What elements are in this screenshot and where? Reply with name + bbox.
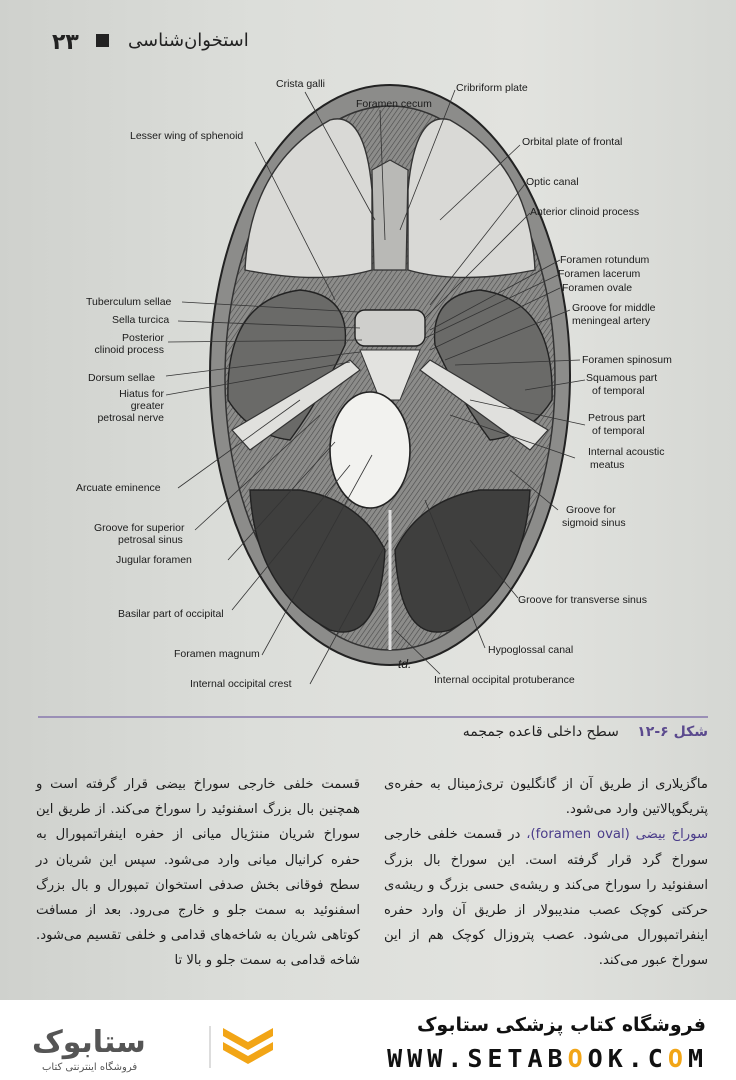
text-column-left: [36, 772, 360, 974]
label-of-temporal-2: of temporal: [592, 425, 645, 437]
label-petrosal-nerve: petrosal nerve: [97, 412, 164, 424]
label-basilar-part: Basilar part of occipital: [118, 608, 224, 620]
label-groove-superior-petrosal: Groove for superior: [94, 522, 185, 534]
label-internal-acoustic: Internal acoustic: [588, 446, 665, 458]
label-optic-canal: Optic canal: [526, 176, 579, 188]
label-anterior-clinoid: Anterior clinoid process: [530, 206, 640, 218]
label-foramen-spinosum: Foramen spinosum: [582, 354, 672, 366]
store-banner: [0, 1000, 736, 1080]
caption-divider: [38, 716, 708, 718]
skull-base-figure: [0, 70, 736, 710]
label-meningeal-artery: meningeal artery: [572, 315, 651, 327]
paragraph-foramen-spinosum: قسمت خلفی خارجی سوراخ بیضی قرار گرفته است و همچنین بال بزرگ اسفنوئید را سوراخ می‌کند. از طریق این سوراخ شریان مننژیال میانی از حفره اینفراتمپورال به حفره کرانیال میانی وارد می‌شود. سپس این شریان در سطح فوقانی بخش صدفی استخوان تمپورال و بال بزرگ اسفنوئید به سمت جلو و خارج می‌رود. بعد از مسافت کوتاهی شریان به شاخه‌های قدامی و خلفی تقسیم می‌شود. شاخه قدامی به سمت جلو و بالا تا: [36, 777, 360, 969]
caption-number: شکل ۶-۱۲: [637, 724, 708, 740]
label-foramen-rotundum: Foramen rotundum: [560, 254, 650, 266]
paragraph-maxillary: ماگزیلاری از طریق آن از گانگلیون تری‌ژمینال به حفره‌ی پتریگوپالاتین وارد می‌شود.: [384, 777, 708, 818]
paragraph-foramen-ovale: [384, 822, 708, 973]
label-arcuate-eminence: Arcuate eminence: [76, 482, 161, 494]
label-jugular-foramen: Jugular foramen: [116, 554, 192, 566]
label-internal-occipital-protuberance: Internal occipital protuberance: [434, 674, 575, 686]
book-chevron-icon: [223, 1028, 273, 1064]
text-column-right: [384, 772, 708, 974]
label-greater: greater: [130, 400, 164, 412]
figure-caption: [463, 724, 708, 746]
label-foramen-magnum: Foramen magnum: [174, 648, 260, 660]
label-sigmoid-sinus: sigmoid sinus: [562, 517, 626, 529]
label-orbital-plate: Orbital plate of frontal: [522, 136, 623, 148]
label-meatus: meatus: [590, 459, 625, 471]
label-foramen-lacerum: Foramen lacerum: [558, 268, 641, 280]
label-squamous-part: Squamous part: [586, 372, 658, 384]
label-internal-occipital-crest: Internal occipital crest: [190, 678, 292, 690]
label-foramen-ovale: Foramen ovale: [562, 282, 633, 294]
logo-subtitle: فروشگاه اینترنتی کتاب: [42, 1062, 138, 1073]
label-groove-for: Groove for: [566, 504, 616, 516]
store-url: WWW.SETABOOK.COM: [387, 1044, 708, 1073]
label-petrous-part: Petrous part: [588, 412, 646, 424]
page-header: [0, 22, 736, 62]
label-groove-transverse: Groove for transverse sinus: [518, 594, 647, 606]
label-posterior: Posterior: [121, 332, 164, 344]
label-groove-middle: Groove for middle: [572, 302, 656, 314]
term-foramen-oval: سوراخ بیضی (foramen oval)،: [526, 827, 709, 843]
label-clinoid-process: clinoid process: [94, 344, 164, 356]
caption-text: سطح داخلی قاعده جمجمه: [462, 724, 619, 740]
artist-signature: td.: [398, 657, 412, 671]
label-dorsum-sellae: Dorsum sellae: [88, 372, 156, 384]
store-name: فروشگاه کتاب پزشکی ستابوک: [416, 1014, 706, 1036]
chapter-title: استخوان‌شناسی: [128, 30, 249, 51]
page-number: ۲۳: [52, 30, 79, 55]
label-foramen-cecum: Foramen cecum: [356, 98, 432, 110]
label-tuberculum-sellae: Tuberculum sellae: [86, 296, 172, 308]
foramen-ovale-text: در قسمت خلفی خارجی سوراخ گرد قرار گرفته است. این سوراخ بال بزرگ اسفنوئید را سوراخ می‌کند و ریشه‌ی حسی بزرگ و ریشه‌ی حرکتی کوچک عصب مندیبولار از طریق آن وارد حفره اینفراتمپورال می‌شود. عصب پتروزال کوچک هم از این سوراخ عبور می‌کند.: [384, 827, 708, 969]
label-petrosal-sinus: petrosal sinus: [118, 534, 183, 546]
label-cribriform-plate: Cribriform plate: [456, 82, 528, 94]
setabook-logo: [28, 1018, 278, 1074]
label-crista-galli: Crista galli: [276, 78, 326, 90]
logo-text: ستابوک: [32, 1025, 146, 1060]
label-hiatus-for: Hiatus for: [119, 388, 164, 400]
label-of-temporal-1: of temporal: [592, 385, 645, 397]
label-sella-turcica: Sella turcica: [112, 314, 170, 326]
label-hypoglossal-canal: Hypoglossal canal: [488, 644, 574, 656]
header-square-icon: [96, 34, 109, 47]
label-lesser-wing: Lesser wing of sphenoid: [130, 130, 244, 142]
